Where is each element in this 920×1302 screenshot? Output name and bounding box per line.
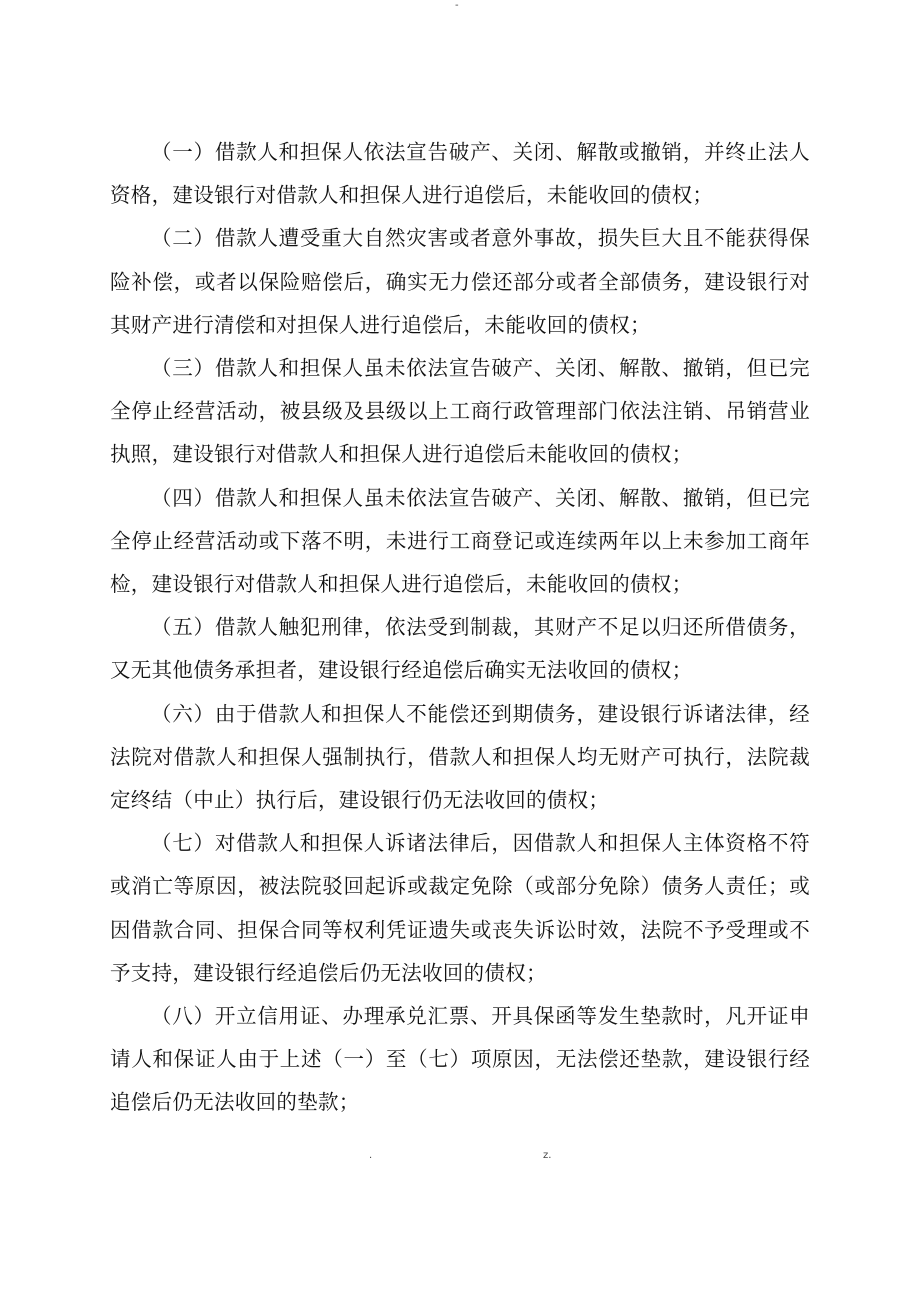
clause-1-paragraph: （一）借款人和担保人依法宣告破产、关闭、解散或撤销，并终止法人资格，建设银行对借款人和担保人进行追偿后，未能收回的债权； <box>110 140 810 208</box>
clause-7-paragraph: （七）对借款人和担保人诉诸法律后，因借款人和担保人主体资格不符或消亡等原因，被法院驳回起诉或裁定免除（或部分免除）债务人责任；或因借款合同、担保合同等权利凭证遗失或丧失诉讼时效，法院不予受理或不予支持，建设银行经追偿后仍无法收回的债权； <box>110 831 810 985</box>
document-body <box>110 131 810 1125</box>
clause-2-paragraph: （二）借款人遭受重大自然灾害或者意外事故，损失巨大且不能获得保险补偿，或者以保险赔偿后，确实无力偿还部分或者全部债务，建设银行对其财产进行清偿和对担保人进行追偿后，未能收回的债权； <box>110 226 810 337</box>
clause-3-paragraph: （三）借款人和担保人虽未依法宣告破产、关闭、解散、撤销，但已完全停止经营活动，被县级及县级以上工商行政管理部门依法注销、吊销营业执照，建设银行对借款人和担保人进行追偿后未能收回的债权； <box>110 356 810 467</box>
page-footer-left-mark: . <box>369 1150 373 1161</box>
clause-5-paragraph: （五）借款人触犯刑律，依法受到制裁，其财产不足以归还所借债务，又无其他债务承担者，建设银行经追偿后确实无法收回的债权； <box>110 615 810 683</box>
clause-8-paragraph: （八）开立信用证、办理承兑汇票、开具保函等发生垫款时，凡开证申请人和保证人由于上述（一）至（七）项原因，无法偿还垫款，建设银行经追偿后仍无法收回的垫款； <box>110 1004 810 1115</box>
clause-4-paragraph: （四）借款人和担保人虽未依法宣告破产、关闭、解散、撤销，但已完全停止经营活动或下落不明，未进行工商登记或连续两年以上未参加工商年检，建设银行对借款人和担保人进行追偿后，未能收回的债权； <box>110 485 810 597</box>
page-header-mark: - <box>455 0 459 11</box>
page-footer-right-mark: z. <box>543 1150 552 1161</box>
clause-6-paragraph: （六）由于借款人和担保人不能偿还到期债务，建设银行诉诸法律，经法院对借款人和担保人强制执行，借款人和担保人均无财产可执行，法院裁定终结（中止）执行后，建设银行仍无法收回的债权； <box>110 701 810 813</box>
